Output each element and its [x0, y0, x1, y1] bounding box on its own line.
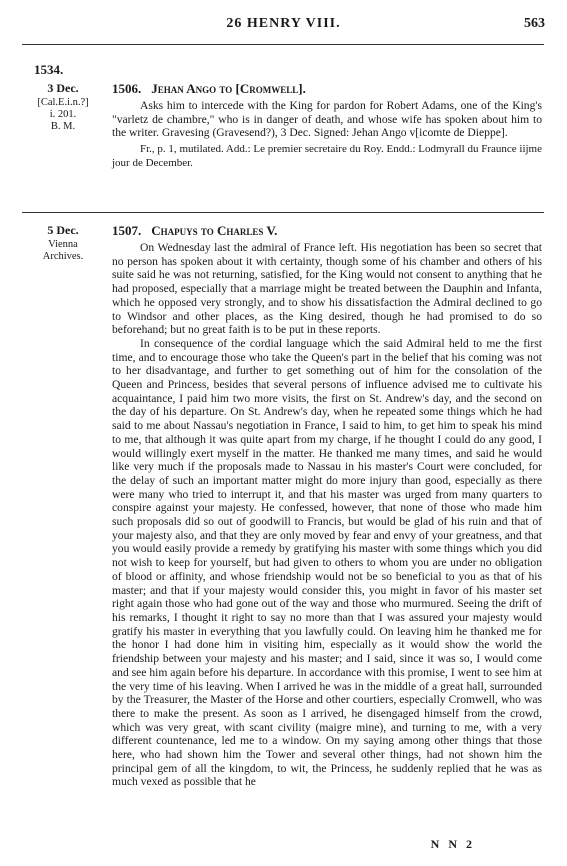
signature-mark: N N 2	[430, 837, 475, 851]
entry-1506-number: 1506.	[112, 81, 142, 96]
entry-1507-ref-2: Archives.	[42, 251, 84, 262]
running-head	[0, 16, 567, 36]
entry-1506-ref-2: i. 201.	[49, 109, 77, 120]
entry-1506-heading	[112, 81, 306, 97]
entry-1507-body	[112, 241, 542, 789]
entry-1507-number: 1507.	[112, 223, 142, 238]
entry-1506-ref-1: [Cal.E.i.n.?]	[37, 97, 89, 108]
entry-1506-summary: Asks him to intercede with the King for pardon for Robert Adams, one of the King's "varletz de chambre," who is in danger of death, and whose wife has spoken about him to the writer. Gravesing (Gravesend?), 3 Dec. Signed: Jehan Ango v[icomte de Dieppe].	[112, 99, 542, 140]
entry-1506-title: Jehan Ango to [Cromwell].	[151, 81, 306, 96]
entry-1507-paragraph-2: In consequence of the cordial language which the said Admiral held to me the first time, and to encourage those who take the Queen's part in the belief that his coming was not to her disadvantage, and further to get something out of him for the consolation of the Queen and Princess, besides that several persons of influence advised me to cultivate his acquaintance, I paid him two more visits, the first on St. Andrew's day, and the second on the day of his departure. On St. Andrew's day, when he repeated some things which he had said to me about Nassau's negotiation in France, I said to him, to get him to speak his mind to me, that although it was quite apart from my charge, if he thought I could do any good, I would willingly exert myself in the matter. He thanked me many times, and said he would like very much if the proposals made to Nassau in his master's Court were concluded, for the delay of such an important matter might do more injury than good, especially as there were many who tried to interrupt it, and that his master was urged from many quarters to conspire against your majesty. He confessed, however, that none of those who made him such proposals did so out of goodwill to Francis, but would be glad of his ruin and that of your majesty also, and that they are only moved by fear and envy of your greatness, and that you would easily provide a remedy by gratifying his master with some things which you did not wish to keep for yourself, but had given to others to whom you are under no obligation of blood or affinity, and whose friendship would not be so beneficial to you as that of his master; and that if your majesty would consider this, you might in favor of his master set right again those who had gone out of the way and those who murmured. Seeing the drift of his remarks, I thought it right to say no more than that I was assured your majesty would gratify his master in everything that you lawfully could. On leaving him he thanked me for the honor I had done him in visiting him, especially as it would show the world the friendship between your majesty and his master; and I said, since it was so, I would come and see him again before his departure. In accordance with this promise, I went to see him at the very time of his leaving. When I arrived he was in the middle of a great hall, surrounded by the Treasurer, the Master of the Horse and other courtiers, especially Cromwell, who was there to make the present. As soon as I arrived, he disengaged himself from the crowd, which was very great, with scant civility (maigre mine), and turning to me, with a very different countenance, led me to a window. On my saying among other things that those here, who had shown him the Tower and several other things, had not shown him the principal gem of all the kingdom, to wit, the Princess, he suddenly replied that he was as much vexed as possible that he	[112, 336, 542, 789]
running-title: 26 HENRY VIII.	[226, 16, 341, 31]
entry-1506-date: 3 Dec.	[47, 81, 79, 95]
entry-separator	[22, 212, 544, 213]
entry-1507-ref-1: Vienna	[48, 239, 78, 250]
entry-1507-title: Chapuys to Charles V.	[151, 223, 278, 238]
entry-1507-heading	[112, 223, 277, 239]
year-label: 1534.	[34, 62, 64, 77]
header-rule	[22, 44, 544, 45]
entry-1506-source-note: Fr., p. 1, mutilated. Add.: Le premier secretaire du Roy. Endd.: Lodmyrall du Fraunce iijme jour de December.	[112, 143, 542, 169]
page-number: 563	[524, 16, 545, 31]
entry-1506-body	[112, 99, 542, 170]
entry-1506-ref-3: B. M.	[50, 121, 76, 132]
entry-1507-paragraph-1: On Wednesday last the admiral of France left. His negotiation has been so secret that no person has spoken about it with certainty, though some of his chamber and others of his suite said he was not returning, satisfied, for the King would not consent to anything that he had proposed, especially that a marriage might be treated between the Dauphin and Infanta, which he opposed very strongly, and to show his dissatisfaction the Admiral declined to go to Windsor and other places, as the King desired, though he had promised to do so beforehand; but no great faith is to be put in these reports.	[112, 241, 542, 337]
entry-1507-date: 5 Dec.	[47, 223, 79, 237]
